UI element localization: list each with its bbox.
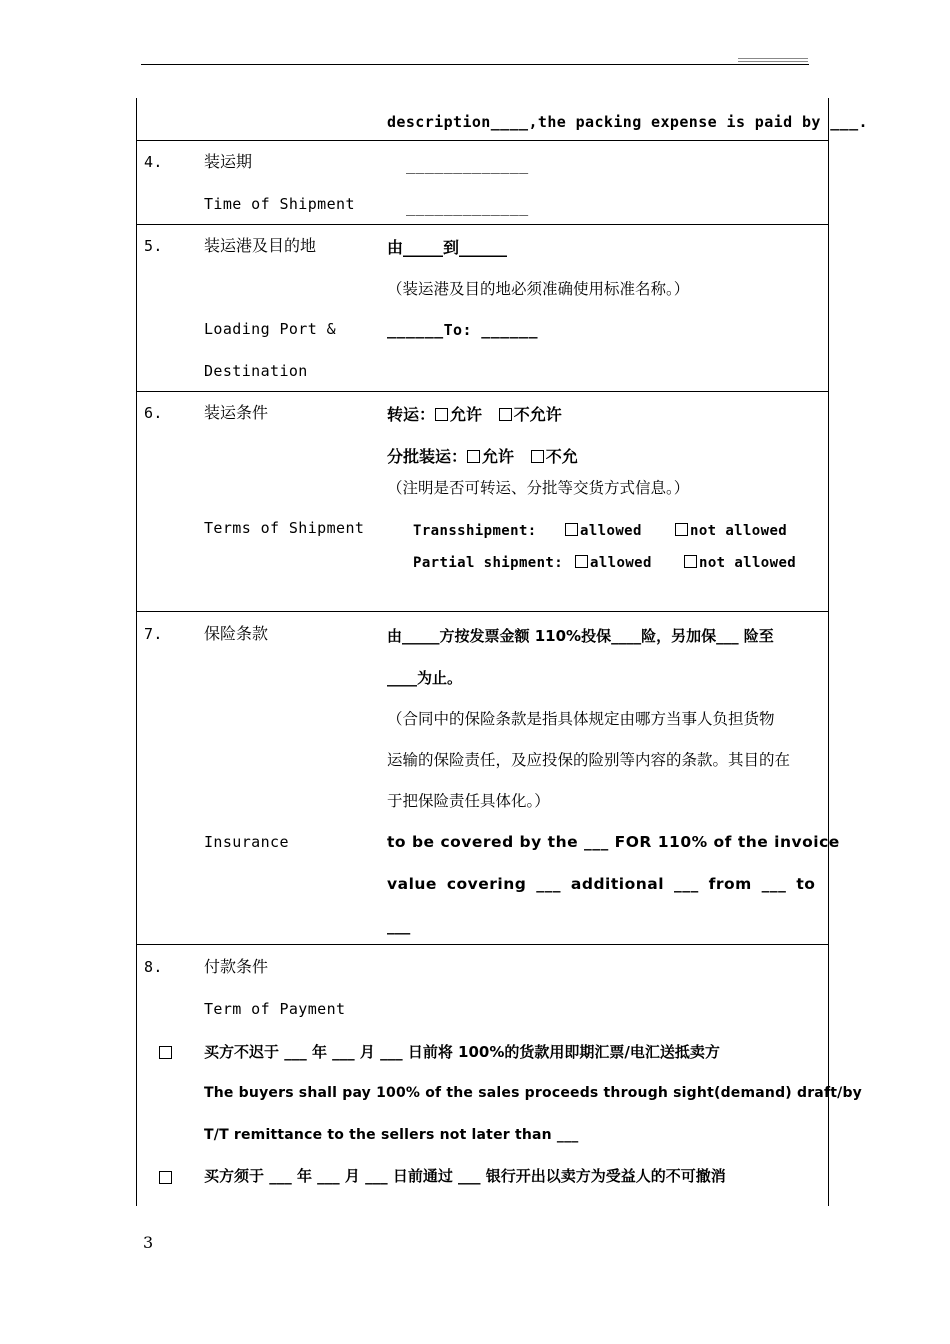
checkbox[interactable]	[435, 408, 448, 421]
insurance-clause-en[interactable]: to be covered by the ___ FOR 110% of the invoice	[387, 833, 840, 851]
partial-not-allowed	[684, 553, 796, 573]
insurance-clause-en-3[interactable]: ___	[387, 917, 411, 935]
shipment-note: （注明是否可转运、分批等交货方式信息。）	[387, 479, 690, 497]
option-label: not allowed	[699, 555, 797, 571]
payment-option-1-checkbox[interactable]	[159, 1043, 174, 1063]
row-title-en: Term of Payment	[204, 1000, 346, 1018]
row-divider	[136, 611, 828, 612]
insurance-clause-cn[interactable]: 由_____方按发票金额 110%投保____险，另加保___ 险至	[387, 627, 774, 645]
row-divider	[136, 944, 828, 945]
row-title-cn: 装运港及目的地	[204, 236, 317, 255]
row-divider	[136, 140, 828, 141]
row-title-cn: 付款条件	[204, 957, 269, 976]
contract-table	[136, 98, 829, 1206]
port-from-to-cn[interactable]: 由_____到______	[387, 238, 508, 257]
header-mark	[738, 58, 808, 59]
payment-option-1-en-2[interactable]: T/T remittance to the sellers not later than ___	[204, 1127, 579, 1143]
port-note: （装运港及目的地必须准确使用标准名称。）	[387, 280, 690, 298]
payment-option-1-cn[interactable]: 买方不迟于 ___ 年 ___ 月 ___ 日前将 100%的货款用即期汇票/电汇送抵卖方	[204, 1043, 720, 1061]
insurance-note: （合同中的保险条款是指具体规定由哪方当事人负担货物	[387, 710, 775, 728]
page-number: 3	[143, 1233, 154, 1252]
shipment-time-blank[interactable]: _____________	[406, 156, 529, 174]
transshipment-label: 转运：	[387, 405, 436, 424]
insurance-clause-en-2[interactable]: value covering ___ additional ___ from ___ to	[387, 875, 816, 893]
row-title-cn: 保险条款	[204, 624, 269, 643]
port-from-to-en[interactable]: ______To: ______	[387, 321, 538, 339]
row-number: 4.	[144, 153, 163, 171]
row-number: 6.	[144, 404, 163, 422]
row-number: 8.	[144, 958, 163, 976]
transshipment-en: Transshipment:	[413, 523, 537, 539]
option-label: 不允许	[513, 405, 562, 424]
payment-option-2-checkbox[interactable]	[159, 1168, 174, 1188]
row-number: 7.	[144, 625, 163, 643]
row-title-cn: 装运条件	[204, 403, 269, 422]
partial-shipment-cn	[387, 447, 578, 467]
checkbox[interactable]	[565, 523, 578, 536]
packing-clause-continuation: description____,the packing expense is paid by ___.	[387, 113, 868, 131]
row-divider	[136, 224, 828, 225]
row-title-en: Insurance	[204, 833, 289, 851]
shipment-time-blank-en[interactable]: _____________	[406, 198, 529, 216]
row-divider	[136, 391, 828, 392]
option-label: allowed	[590, 555, 652, 571]
insurance-note: 运输的保险责任，及应投保的险别等内容的条款。其目的在	[387, 751, 791, 769]
row-title-en: Terms of Shipment	[204, 519, 365, 537]
header-rule	[141, 64, 809, 65]
partial-shipment-en: Partial shipment:	[413, 555, 564, 571]
row-title-en: Time of Shipment	[204, 195, 355, 213]
row-title-en-line2: Destination	[204, 362, 308, 380]
insurance-clause-cn-2[interactable]: ____为止。	[387, 669, 463, 687]
header-mark	[738, 61, 808, 62]
checkbox[interactable]	[675, 523, 688, 536]
row-title-en: Loading Port &	[204, 320, 337, 338]
transshipment-allowed	[565, 521, 642, 541]
checkbox[interactable]	[575, 555, 588, 568]
insurance-note: 于把保险责任具体化。）	[387, 792, 550, 810]
partial-label: 分批装运：	[387, 447, 468, 466]
transshipment-cn	[387, 405, 562, 425]
option-label: allowed	[580, 523, 642, 539]
payment-option-1-en[interactable]: The buyers shall pay 100% of the sales proceeds through sight(demand) draft/by	[204, 1085, 862, 1101]
checkbox[interactable]	[531, 450, 544, 463]
transshipment-not-allowed	[675, 521, 787, 541]
option-label: 不允	[545, 447, 578, 466]
checkbox[interactable]	[684, 555, 697, 568]
payment-option-2-cn[interactable]: 买方须于 ___ 年 ___ 月 ___ 日前通过 ___ 银行开出以卖方为受益人的不可撤消	[204, 1167, 726, 1185]
checkbox[interactable]	[467, 450, 480, 463]
partial-allowed	[575, 553, 652, 573]
option-label: 允许	[482, 447, 515, 466]
row-title-cn: 装运期	[204, 152, 253, 171]
option-label: not allowed	[690, 523, 788, 539]
row-number: 5.	[144, 237, 163, 255]
option-label: 允许	[450, 405, 483, 424]
checkbox[interactable]	[499, 408, 512, 421]
